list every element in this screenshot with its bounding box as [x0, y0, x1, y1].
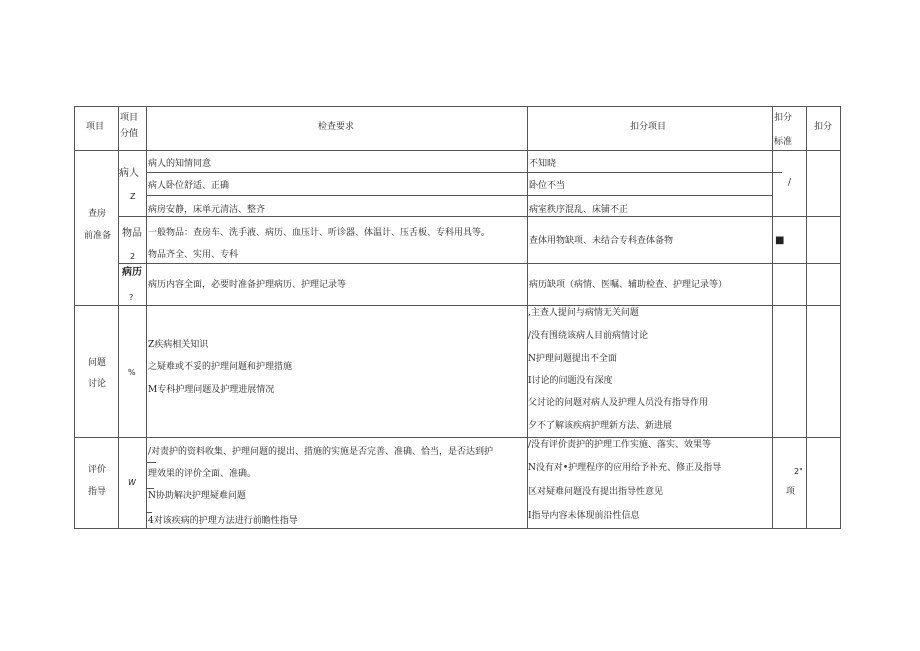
- header-requirements: 检查要求: [318, 122, 355, 132]
- deduction-text: 病历缺项（病情、医嘱、辅助检查、护理记录等）: [529, 280, 728, 290]
- items-label: 物品: [122, 228, 142, 239]
- deduction-text: /没有评价责护的护理工作实施、落实、效果等: [528, 440, 712, 450]
- standard-mark: ■: [775, 235, 785, 246]
- section-name: 查房: [88, 209, 107, 219]
- section-score: %: [128, 368, 136, 377]
- row-line: [118, 263, 841, 264]
- requirement-text: Z疾病相关知识: [148, 340, 209, 350]
- patient-score: Z: [130, 192, 136, 201]
- deduction-text: I指导内容未体现前沿性信息: [528, 511, 640, 521]
- row-line: [146, 195, 772, 196]
- table-border-top: [74, 106, 841, 107]
- patient-label: 病人: [119, 168, 139, 179]
- header-standard-2: 标准: [774, 137, 793, 147]
- requirement-text: 4对该疾病的护理方法进行前瞻性指导: [148, 516, 298, 526]
- section-name: 指导: [88, 487, 107, 497]
- deduction-text: N护理问题提出不全面: [528, 354, 617, 364]
- row-tick: [146, 512, 152, 513]
- standard-mark: /: [788, 178, 792, 188]
- header-project: 项目: [86, 122, 105, 132]
- section-divider-1: [74, 305, 841, 306]
- header-divider: [74, 150, 841, 151]
- section-name: 问题: [88, 358, 107, 368]
- deduction-text: N没有对•护理程序的应用给予补充、修正及指导: [528, 463, 722, 473]
- col-divider-5: [806, 106, 807, 529]
- record-score: ?: [129, 293, 134, 302]
- col-divider-2: [146, 106, 147, 529]
- deduction-text: I讨论的问题没有深度: [528, 376, 613, 386]
- table-border-left: [74, 106, 75, 529]
- requirement-text: 病人卧位舒适、正确: [148, 181, 230, 191]
- deduction-text: /没有围绕该病人目前病情讨论: [528, 331, 649, 341]
- row-tick: [146, 488, 154, 489]
- requirement-text: 病历内容全面，必要时准备护理病历、护理记录等: [148, 280, 347, 290]
- requirement-text: M专科护理问题及护理进展情况: [148, 385, 275, 395]
- table-border-bottom: [74, 528, 841, 529]
- row-line: [118, 216, 841, 217]
- requirement-text: N协助解决护理疑难问题: [148, 491, 246, 501]
- header-points: 扣分: [814, 122, 833, 132]
- requirement-text: 一般物品：查房车、洗手液、病历、血压计、听诊器、体温计、压舌板、专科用具等。: [148, 228, 491, 238]
- deduction-text: 夕不了解该疾病护理新方法、新进展: [528, 421, 673, 431]
- requirement-text: 之疑难或不妥的护理问题和护理措施: [148, 362, 293, 372]
- standard-value: 2": [794, 467, 803, 476]
- header-score-1: 项目: [120, 113, 139, 123]
- header-score-2: 分值: [120, 129, 139, 139]
- deduction-text: 不知晓: [529, 159, 557, 169]
- deduction-text: 父讨论的问题对病人及护理人员没有指导作用: [528, 398, 709, 408]
- col-divider-4: [772, 106, 773, 529]
- section-name: 讨论: [88, 379, 107, 389]
- section-name: 前准备: [84, 231, 112, 241]
- header-standard-1: 扣分: [774, 113, 793, 123]
- section-score: W: [128, 478, 136, 487]
- deduction-text: ,主查人提问与病情无关问题: [528, 308, 639, 318]
- deduction-text: 卧位不当: [529, 181, 566, 191]
- section-divider-2: [74, 437, 841, 438]
- deduction-text: 区对疑难问题没有提出指导性意见: [528, 487, 664, 497]
- table-border-right: [840, 106, 841, 529]
- record-label: 病历: [122, 267, 142, 278]
- requirement-text: 物品齐全、实用、专科: [148, 250, 239, 260]
- deduction-text: 病室秩序混乱、床铺不正: [529, 205, 629, 215]
- deduction-text: 查体用物缺项、未结合专科查体备物: [529, 236, 674, 246]
- requirement-text: 理效果的评价全面、准确。: [148, 469, 257, 479]
- standard-value: 项: [786, 487, 796, 497]
- requirement-text: /对责护的资料收集、护理问题的提出、措施的实施是否完善、准确、恰当，是否达到护: [148, 447, 494, 457]
- row-line: [146, 172, 782, 173]
- section-name: 评价: [88, 465, 107, 475]
- row-tick: [146, 462, 156, 463]
- requirement-text: 病人的知情同意: [148, 159, 212, 169]
- items-score: 2: [130, 252, 136, 261]
- header-deductions: 扣分项目: [630, 122, 667, 132]
- requirement-text: 病房安静，床单元清洁、整齐: [148, 205, 266, 215]
